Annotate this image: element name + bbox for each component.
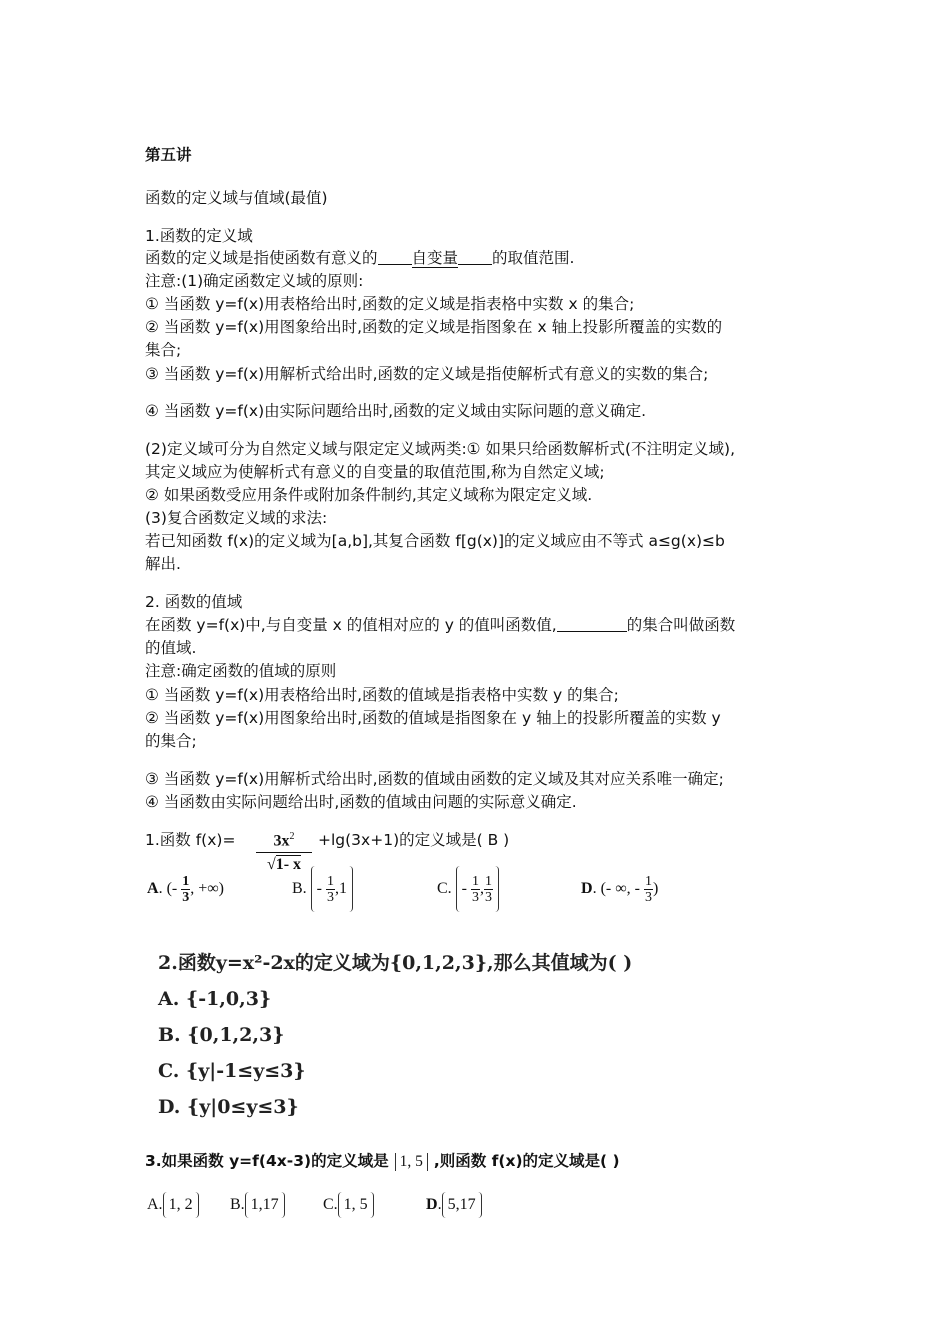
- section2-rule-3: ③ 当函数 y=f(x)用解析式给出时,函数的值域由函数的定义域及其对应关系唯一确定;: [145, 770, 724, 788]
- fraction: $\frac{1}{3}$: [327, 873, 334, 905]
- definition-text: 函数的定义域是指使函数有意义的: [145, 249, 378, 267]
- q3-option-b: [230, 1192, 285, 1218]
- interval-bracket: - $\frac{1}{3}$ , $\frac{1}{3}$: [456, 866, 499, 912]
- q3-option-a: [147, 1192, 199, 1218]
- option-label: A: [147, 880, 159, 897]
- q3-option-c: [323, 1192, 374, 1218]
- q2-option-d: D. {y|0≤y≤3}: [158, 1096, 299, 1118]
- blank-line: [458, 248, 492, 265]
- option-label: C.: [437, 880, 452, 897]
- section2-note: 注意:确定函数的值域的原则: [145, 662, 337, 680]
- q3-option-d: D. 5,17: [426, 1192, 482, 1218]
- section2-definition-cont: 的值域.: [145, 639, 197, 657]
- q2-option-a: A. {-1,0,3}: [158, 988, 272, 1010]
- section1-note: 注意:(1)确定函数定义域的原则:: [145, 272, 364, 290]
- q1-stem: 1.函数 f(x)=: [145, 831, 236, 849]
- section1-para3: (3)复合函数定义域的求法:: [145, 509, 328, 527]
- section2-rule-4: ④ 当函数由实际问题给出时,函数的值域由问题的实际意义确定.: [145, 793, 577, 811]
- section1-para2-item: ② 如果函数受应用条件或附加条件制约,其定义域称为限定定义域.: [145, 486, 593, 504]
- section1-para3-text: 若已知函数 f(x)的定义域为[a,b],其复合函数 f[g(x)]的定义域应由不等式 a≤g(x)≤b: [145, 532, 725, 550]
- q2-option-b: B. {0,1,2,3}: [158, 1024, 285, 1046]
- section2-rule-2-cont: 的集合;: [145, 732, 197, 750]
- q1-numerator: $3x^2$: [256, 826, 312, 853]
- interval-bracket: 1, 5: [395, 1153, 428, 1171]
- option-label: D: [426, 1196, 438, 1213]
- section2-definition: [145, 614, 735, 636]
- section2-heading: 2. 函数的值域: [145, 593, 243, 611]
- section1-heading: 1.函数的定义域: [145, 227, 253, 245]
- lecture-title: 第五讲: [145, 146, 192, 164]
- q2-stem: 2.函数y=x²-2x的定义域为{0,1,2,3},那么其值域为( ): [158, 952, 633, 974]
- section1-para3-cont: 解出.: [145, 555, 181, 573]
- interval-bracket: 5,17: [442, 1192, 482, 1218]
- section1-para2: (2)定义域可分为自然定义域与限定定义域两类:① 如果只给函数解析式(不注明定义域),: [145, 440, 736, 458]
- definition-text: 的集合叫做函数: [626, 616, 736, 634]
- definition-answer: 自变量: [411, 249, 459, 267]
- option-label: D: [581, 880, 593, 897]
- definition-text: 在函数 y=f(x)中,与自变量 x 的值相对应的 y 的值叫函数值,: [145, 616, 557, 634]
- q2-option-c: C. {y|-1≤y≤3}: [158, 1060, 306, 1082]
- blank-line: [378, 248, 412, 265]
- q1-stem-tail: +lg(3x+1)的定义域是( B ): [318, 831, 510, 849]
- section1-definition: [145, 247, 574, 269]
- option-label: A.: [147, 1196, 163, 1213]
- section1-para2-cont: 其定义域应为使解析式有意义的自变量的取值范围,称为自然定义域;: [145, 463, 605, 481]
- interval-bracket: 1,17: [245, 1192, 285, 1218]
- interval-bracket: 1, 5: [338, 1192, 374, 1218]
- section2-rule-1: ① 当函数 y=f(x)用表格给出时,函数的值域是指表格中实数 y 的集合;: [145, 686, 619, 704]
- q3-stem: 3.如果函数 y=f(4x-3)的定义域是 1, 5 ,则函数 f(x)的定义域是( ): [145, 1152, 620, 1170]
- section1-rule-2-cont: 集合;: [145, 341, 182, 359]
- q1-option-a: A. (- $\frac{1}{3}$ , +∞): [147, 873, 224, 905]
- blank-line: [557, 615, 627, 632]
- q1-option-b: [292, 866, 353, 912]
- section1-rule-1: ① 当函数 y=f(x)用表格给出时,函数的定义域是指表格中实数 x 的集合;: [145, 295, 635, 313]
- definition-text: 的取值范围.: [492, 249, 575, 267]
- section1-rule-4: ④ 当函数 y=f(x)由实际问题给出时,函数的定义域由实际问题的意义确定.: [145, 402, 646, 420]
- lecture-subtitle: 函数的定义域与值域(最值): [145, 189, 328, 207]
- option-label: B.: [230, 1196, 245, 1213]
- q1-option-c: [437, 866, 499, 912]
- fraction: $\frac{1}{3}$: [472, 873, 479, 905]
- section1-rule-3: ③ 当函数 y=f(x)用解析式给出时,函数的定义域是指使解析式有意义的实数的集合;: [145, 365, 709, 383]
- q1-option-d: D. (- ∞, - $\frac{1}{3}$ ): [581, 873, 659, 905]
- q1-denominator: √1- x: [266, 856, 302, 874]
- interval-bracket: - $\frac{1}{3}$ ,1: [311, 866, 353, 912]
- interval-bracket: 1, 2: [163, 1192, 199, 1218]
- fraction: $\frac{1}{3}$: [644, 873, 652, 905]
- section1-rule-2: ② 当函数 y=f(x)用图象给出时,函数的定义域是指图象在 x 轴上投影所覆盖的实数的: [145, 318, 723, 336]
- fraction: $\frac{1}{3}$: [182, 873, 190, 905]
- option-label: C.: [323, 1196, 338, 1213]
- section2-rule-2: ② 当函数 y=f(x)用图象给出时,函数的值域是指图象在 y 轴上的投影所覆盖的实数 y: [145, 709, 721, 727]
- fraction: $\frac{1}{3}$: [485, 873, 492, 905]
- option-label: B.: [292, 880, 307, 897]
